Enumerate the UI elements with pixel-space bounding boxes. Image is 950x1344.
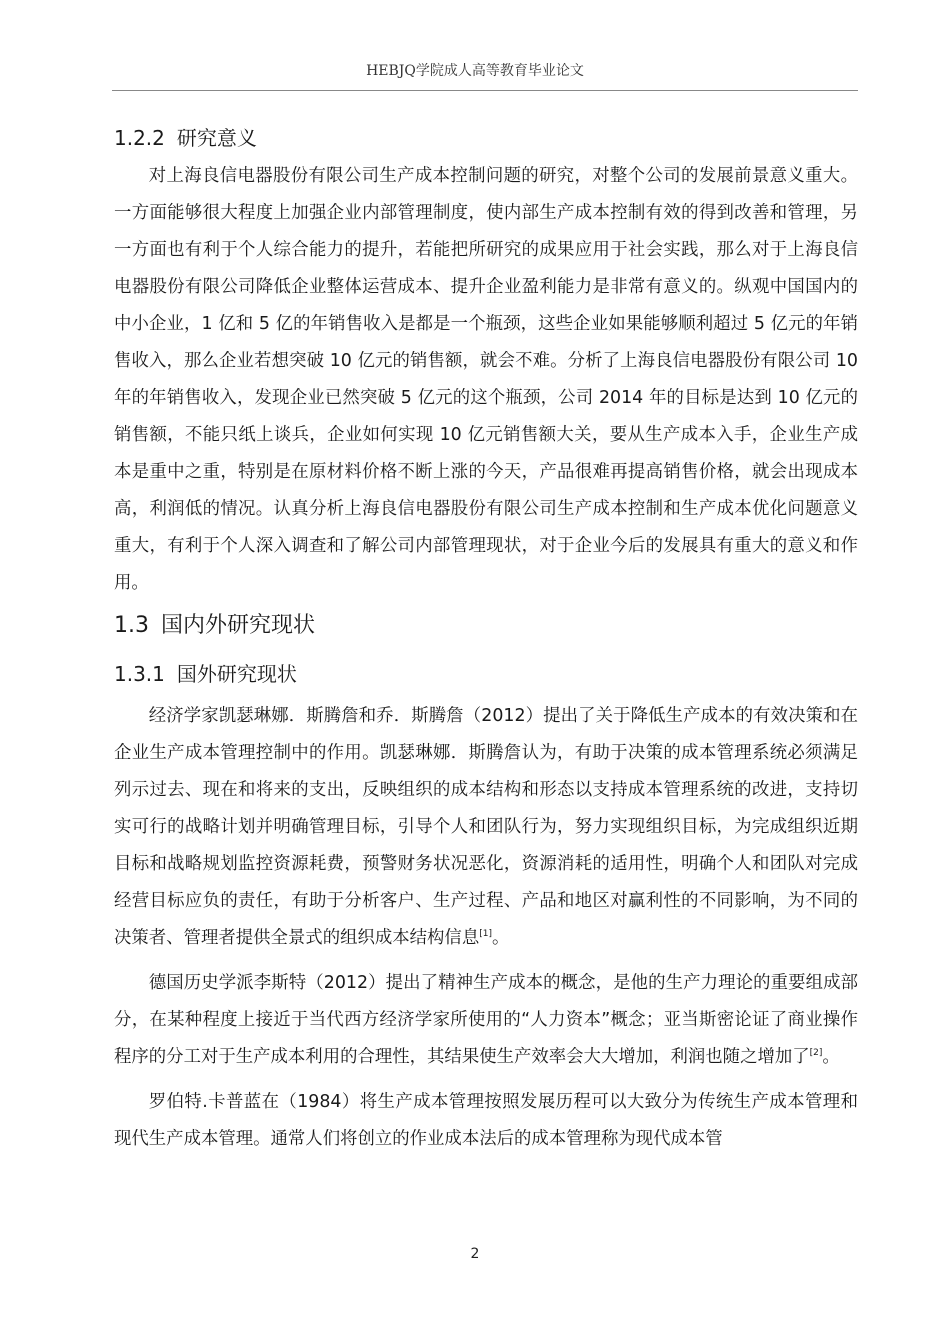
- paragraph: [114, 965, 858, 1076]
- section-number: 1.3.1: [114, 662, 165, 686]
- paragraph: 罗伯特.卡普蓝在（1984）将生产成本管理按照发展历程可以大致分为传统生产成本管理和现代生产成本管理。通常人们将创立的作业成本法后的成本管理称为现代成本管: [114, 1092, 858, 1149]
- citation-marker: [2]: [809, 1048, 823, 1059]
- section-heading-1-2-2: [114, 118, 858, 158]
- section-heading-1-3-1: [114, 654, 858, 694]
- section-title: 国外研究现状: [176, 662, 297, 686]
- page-header: HEBJQ学院成人高等教育毕业论文: [366, 63, 584, 79]
- header-divider: [112, 90, 858, 91]
- citation-marker: [1]: [479, 929, 492, 940]
- section-number: 1.2.2: [114, 126, 165, 150]
- paragraph-end: 。: [491, 928, 510, 948]
- section-title: 国内外研究现状: [161, 613, 316, 638]
- section-heading-1-3: [114, 604, 858, 648]
- document-body: [114, 118, 858, 1158]
- paragraph-end: 。: [822, 1047, 840, 1067]
- page-number: 2: [470, 1246, 480, 1262]
- paragraph-text: 经济学家凯瑟琳娜．斯腾詹和乔．斯腾詹（2012）提出了关于降低生产成本的有效决策和在企业生产成本管理控制中的作用。凯瑟琳娜．斯腾詹认为，有助于决策的成本管理系统必须满足列示过去、现在和将来的支出，反映组织的成本结构和形态以支持成本管理系统的改进，支持切实可行的战略计划并明确管理目标，引导个人和团队行为，努力实现组织目标，为完成组织近期目标和战略规划监控资源耗费，预警财务状况恶化，资源消耗的适用性，明确个人和团队对完成经营目标应负的责任，有助于分析客户、生产过程、产品和地区对赢利性的不同影响，为不同的决策者、管理者提供全景式的组织成本结构信息: [114, 706, 858, 948]
- paragraph: 对上海良信电器股份有限公司生产成本控制问题的研究，对整个公司的发展前景意义重大。一方面能够很大程度上加强企业内部管理制度，使内部生产成本控制有效的得到改善和管理，另一方面也有利于个人综合能力的提升，若能把所研究的成果应用于社会实践，那么对于上海良信电器股份有限公司降低企业整体运营成本、提升企业盈利能力是非常有意义的。纵观中国国内的中小企业，1 亿和 5 亿的年销售收入是都是一个瓶颈，这些企业如果能够顺利超过 5 亿元的年销售收入，那么企业若想突破 10 亿元的销售额，就会不难。分析了上海良信电器股份有限公司 10 年的年销售收入，发现企业已然突破 5 亿元的这个瓶颈，公司 2014 年的目标是达到 10 亿元的销售额，不能只纸上谈兵，企业如何实现 10 亿元销售额大关，要从生产成本入手，企业生产成本是重中之重，特别是在原材料价格不断上涨的今天，产品很难再提高销售价格，就会出现成本高，利润低的情况。认真分析上海良信电器股份有限公司生产成本控制和生产成本优化问题意义重大，有利于个人深入调查和了解公司内部管理现状，对于企业今后的发展具有重大的意义和作用。: [114, 166, 858, 593]
- paragraph-text: 德国历史学派李斯特（2012）提出了精神生产成本的概念，是他的生产力理论的重要组成部分，在某种程度上接近于当代西方经济学家所使用的“人力资本”概念；亚当斯密论证了商业操作程序的分工对于生产成本利用的合理性，其结果使生产效率会大大增加，利润也随之增加了: [114, 973, 858, 1067]
- section-title: 研究意义: [176, 126, 257, 150]
- paragraph: [114, 698, 858, 957]
- section-number: 1.3: [114, 613, 149, 638]
